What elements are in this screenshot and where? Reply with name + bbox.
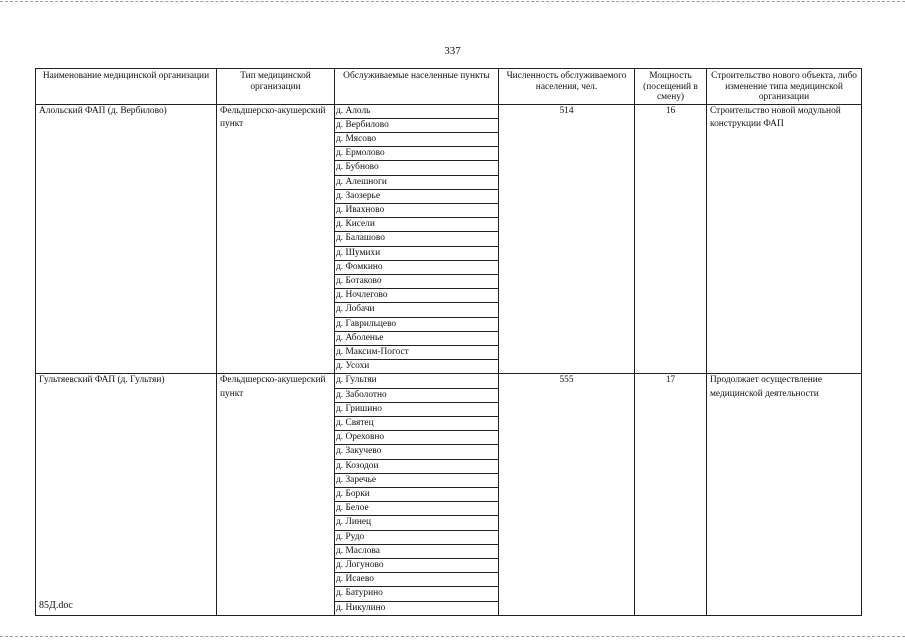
- cell-org-name: Гультяевский ФАП (д. Гультяи): [36, 374, 217, 615]
- village-item: д. Вербилово: [335, 119, 498, 133]
- cell-population: 555: [499, 374, 635, 615]
- header-villages: Обслуживаемые населенные пункты: [335, 69, 499, 105]
- village-item: д. Усохи: [336, 361, 370, 372]
- scan-edge-top: [0, 1, 905, 2]
- village-item: д. Ночлегово: [335, 289, 498, 303]
- village-item: д. Балашово: [335, 232, 498, 246]
- village-item: д. Кисели: [335, 218, 498, 232]
- village-item: д. Шумихи: [335, 247, 498, 261]
- village-item: д. Ореховно: [335, 431, 498, 445]
- header-org-type: Тип медицинской организации: [217, 69, 335, 105]
- village-item: д. Гришино: [335, 403, 498, 417]
- scan-edge-bottom: [0, 636, 905, 637]
- village-item: д. Никулино: [336, 602, 386, 613]
- village-item: д. Линец: [335, 516, 498, 530]
- cell-org-name: Алольский ФАП (д. Вербилово): [36, 104, 217, 374]
- village-item: д. Маслова: [335, 545, 498, 559]
- village-item: д. Батурино: [335, 587, 498, 601]
- header-population: Численность обслуживаемого населения, чел.: [499, 69, 635, 105]
- village-item: д. Ивахново: [335, 204, 498, 218]
- village-item: д. Исаево: [335, 573, 498, 587]
- village-item: д. Алешноги: [335, 176, 498, 190]
- village-item: д. Гультяи: [335, 374, 498, 388]
- header-construction: Строительство нового объекта, либо изменение типа медицинской организации: [707, 69, 862, 105]
- header-capacity: Мощность (посещений в смену): [635, 69, 707, 105]
- header-org-name: Наименование медицинской организации: [36, 69, 217, 105]
- cell-construction: Строительство новой модульной конструкции ФАП: [707, 104, 862, 374]
- village-item: д. Аболенье: [335, 332, 498, 346]
- village-item: д. Заболотно: [335, 389, 498, 403]
- table-header-row: [36, 69, 862, 105]
- cell-construction: Продолжает осуществление медицинской деятельности: [707, 374, 862, 615]
- cell-villages: [335, 374, 499, 615]
- cell-org-type: Фельдшерско-акушерский пункт: [217, 374, 335, 615]
- cell-org-type: Фельдшерско-акушерский пункт: [217, 104, 335, 374]
- footer-filename: 85Д.doc: [39, 600, 73, 611]
- village-item: д. Закучево: [335, 445, 498, 459]
- village-item: д. Лобачи: [335, 303, 498, 317]
- village-item: д. Ермолово: [335, 147, 498, 161]
- village-item: д. Ботаково: [335, 275, 498, 289]
- table-row: [36, 374, 862, 615]
- village-item: д. Логуново: [335, 559, 498, 573]
- village-item: д. Фомкино: [335, 261, 498, 275]
- village-item: д. Белое: [335, 502, 498, 516]
- village-item: д. Рудо: [335, 531, 498, 545]
- village-list: [335, 374, 498, 614]
- village-item: д. Борки: [335, 488, 498, 502]
- cell-capacity: 17: [635, 374, 707, 615]
- table-row: [36, 104, 862, 374]
- village-item: д. Козодои: [335, 460, 498, 474]
- cell-population: 514: [499, 104, 635, 374]
- village-item: д. Бубново: [335, 161, 498, 175]
- table-body: [36, 104, 862, 615]
- village-item: д. Заозерье: [335, 190, 498, 204]
- village-item: д. Святец: [335, 417, 498, 431]
- village-item: д. Максим-Погост: [335, 346, 498, 360]
- cell-villages: [335, 104, 499, 374]
- village-item: д. Мясово: [335, 133, 498, 147]
- cell-capacity: 16: [635, 104, 707, 374]
- village-item: д. Алоль: [335, 105, 498, 119]
- village-item: д. Гаврильцево: [335, 318, 498, 332]
- facilities-table: [35, 68, 862, 616]
- village-item: д. Заречье: [335, 474, 498, 488]
- page-number: 337: [444, 45, 461, 57]
- village-list: [335, 105, 498, 374]
